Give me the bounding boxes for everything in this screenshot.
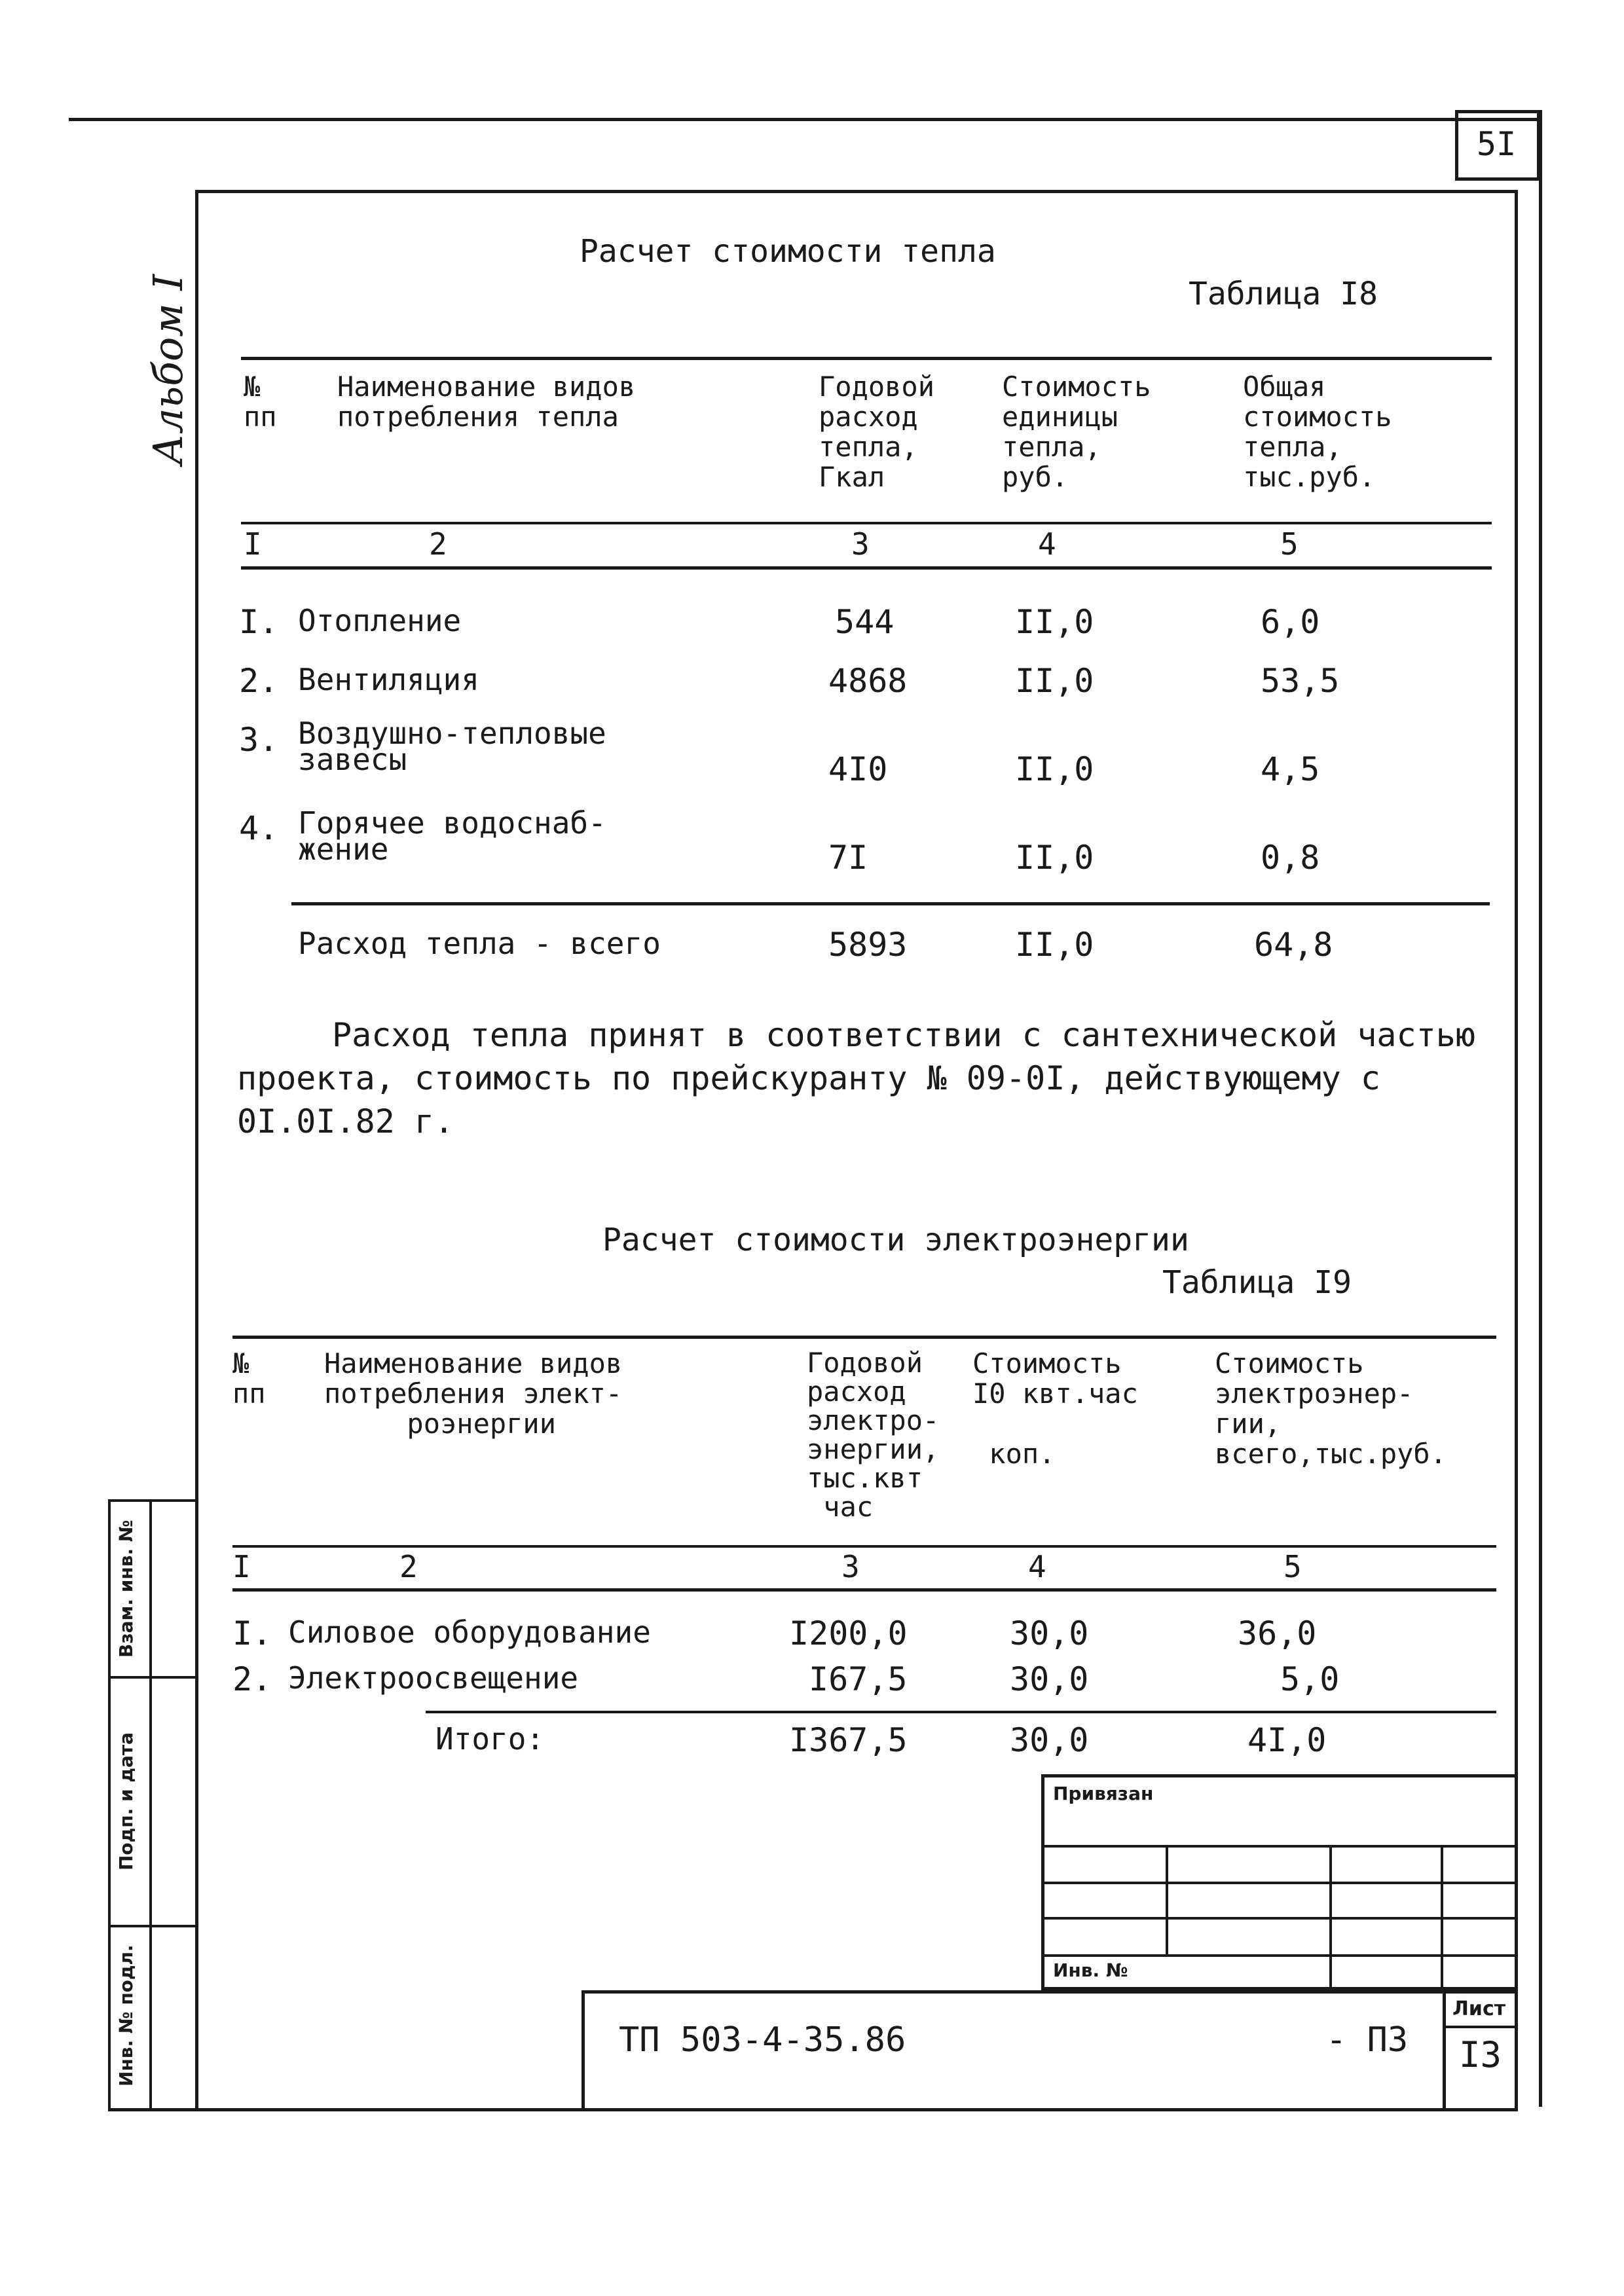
table18-row4-num: 4. (239, 809, 279, 847)
table19-header-unit-cost: Стоимость I0 квт.час коп. (972, 1347, 1138, 1470)
table18-colnum-5: 5 (1280, 526, 1299, 562)
stamp-hrule-3 (1041, 1917, 1518, 1920)
table18-row1-consumption: 544 (835, 603, 895, 641)
table19-total-label: Итого: (435, 1721, 545, 1757)
table18-header-total: Общая стоимость тепла, тыс.руб. (1243, 371, 1392, 493)
stamp-vrule-2 (1329, 1845, 1332, 1990)
table19-row2-total: 5,0 (1280, 1660, 1340, 1698)
table18-row2-consumption: 4868 (828, 662, 908, 700)
table19-row1-unit-cost: 30,0 (1010, 1614, 1089, 1652)
table18-colnum-3: 3 (851, 526, 870, 562)
title-block-doc-code: ТП 503-4-35.86 (619, 2020, 906, 2060)
table18-header-consumption: Годовой расход тепла, Гкал (819, 371, 935, 493)
table18-row4-name: Горячее водоснаб- жение (298, 805, 606, 867)
table18-total-consumption: 5893 (828, 926, 908, 964)
stamp-inv: Инв. № (1053, 1959, 1128, 1981)
table18-colnum-rule (241, 566, 1492, 570)
table19-header-rule (232, 1545, 1496, 1548)
table18-row3-num: 3. (239, 721, 279, 759)
table18-row2-total: 53,5 (1261, 662, 1340, 700)
side-stamp-inv-podl: Инв. № подл. (115, 1944, 137, 2086)
table18-title: Расчет стоимости тепла (580, 233, 996, 270)
stamp-hrule-2 (1041, 1882, 1518, 1884)
table19-header-total: Стоимость электроэнер- гии, всего,тыс.руб. (1215, 1347, 1447, 1470)
table18-colnum-4: 4 (1038, 526, 1056, 562)
table18-header-num: № пп (244, 371, 277, 433)
table18-row1-unit-cost: II,0 (1015, 603, 1094, 641)
side-stamp-podp: Подп. и дата (115, 1732, 137, 1870)
stamp-vrule-1 (1166, 1845, 1168, 1954)
table19-total-unit-cost: 30,0 (1010, 1721, 1089, 1759)
stamp-privyazan: Привязан (1053, 1783, 1154, 1804)
table19-colnum-1: I (232, 1549, 251, 1584)
table19-colnum-4: 4 (1028, 1549, 1046, 1584)
table19-colnum-5: 5 (1283, 1549, 1302, 1584)
table19-top-rule (232, 1336, 1496, 1339)
table18-row3-unit-cost: II,0 (1015, 750, 1094, 788)
album-label: Альбом I (144, 274, 192, 465)
table19-total-consumption: I367,5 (789, 1721, 908, 1759)
paragraph: Расход тепла принят в соответствии с сантехнической частью проекта, стоимость по прейскуранту № 09-0I, действующему с 0I.0I.82 г. (237, 1016, 1475, 1140)
stamp-hrule-4 (1041, 1954, 1518, 1957)
page-number: 5I (1477, 125, 1517, 163)
table18-colnum-2: 2 (429, 526, 447, 562)
table18-caption: Таблица I8 (1189, 276, 1378, 312)
table18-row4-total: 0,8 (1261, 839, 1320, 877)
stamp-vrule-3 (1441, 1845, 1443, 1990)
table19-row2-num: 2. (232, 1660, 272, 1698)
side-stamp-divider-1 (108, 1676, 196, 1679)
table18-total-total: 64,8 (1254, 926, 1333, 964)
table18-total-rule (291, 902, 1490, 905)
side-stamp-divider-2 (108, 1925, 196, 1927)
table19-header-name: Наименование видов потребления элект- роэнергии (324, 1347, 623, 1440)
table18-row1-name: Отопление (298, 603, 462, 638)
table19-header-num: № пп (232, 1347, 266, 1410)
frame-top (195, 190, 1518, 193)
table18-row3-consumption: 4I0 (828, 750, 888, 788)
table19-row2-name: Электроосвещение (288, 1660, 579, 1696)
table18-row2-unit-cost: II,0 (1015, 662, 1094, 700)
table18-row2-num: 2. (239, 662, 279, 700)
table19-total-rule (426, 1711, 1496, 1713)
table19-row2-unit-cost: 30,0 (1010, 1660, 1089, 1698)
table18-total-label: Расход тепла - всего (298, 926, 661, 961)
table19-row2-consumption: I67,5 (809, 1660, 908, 1698)
table19-title: Расчет стоимости электроэнергии (602, 1222, 1189, 1258)
table19-caption: Таблица I9 (1162, 1264, 1352, 1301)
title-block-suffix: - ПЗ (1326, 2020, 1409, 2060)
table19-colnum-rule (232, 1588, 1496, 1592)
title-block-sheet-label: Лист (1452, 1997, 1506, 2020)
table19-header-consumption: Годовой расход электро- энергии, тыс.квт час (807, 1347, 940, 1523)
table19-row1-name: Силовое оборудование (288, 1614, 651, 1650)
table18-row4-consumption: 7I (828, 839, 868, 877)
table19-row1-num: I. (232, 1614, 272, 1652)
side-stamp-vzam: Взам. инв. № (115, 1520, 137, 1658)
table19-colnum-3: 3 (841, 1549, 860, 1584)
table18-header-unit-cost: Стоимость единицы тепла, руб. (1002, 371, 1151, 493)
top-rule (69, 118, 1542, 121)
table19-row1-consumption: I200,0 (789, 1614, 908, 1652)
table19-row1-total: 36,0 (1238, 1614, 1317, 1652)
table19-total-total: 4I,0 (1247, 1721, 1327, 1759)
table18-header-rule (241, 522, 1492, 524)
table18-row1-num: I. (239, 603, 279, 641)
title-block-sheet-number: I3 (1459, 2034, 1502, 2075)
table18-top-rule (241, 357, 1492, 360)
side-stamp-divider-v (149, 1499, 152, 2111)
outer-right (1539, 110, 1542, 2107)
table18-row3-total: 4,5 (1261, 750, 1320, 788)
table18-row4-unit-cost: II,0 (1015, 839, 1094, 877)
table18-header-name: Наименование видов потребления тепла (337, 371, 636, 433)
title-block-sheet-rule (1443, 2026, 1518, 2028)
title-block-sheet-divider (1443, 1990, 1446, 2111)
table18-total-unit-cost: II,0 (1015, 926, 1094, 964)
table18-row3-name: Воздушно-тепловые завесы (298, 716, 606, 777)
table18-row2-name: Вентиляция (298, 662, 479, 697)
table18-colnum-1: I (244, 526, 262, 562)
table18-row1-total: 6,0 (1261, 603, 1320, 641)
stamp-hrule-1 (1041, 1845, 1518, 1848)
table19-colnum-2: 2 (399, 1549, 418, 1584)
